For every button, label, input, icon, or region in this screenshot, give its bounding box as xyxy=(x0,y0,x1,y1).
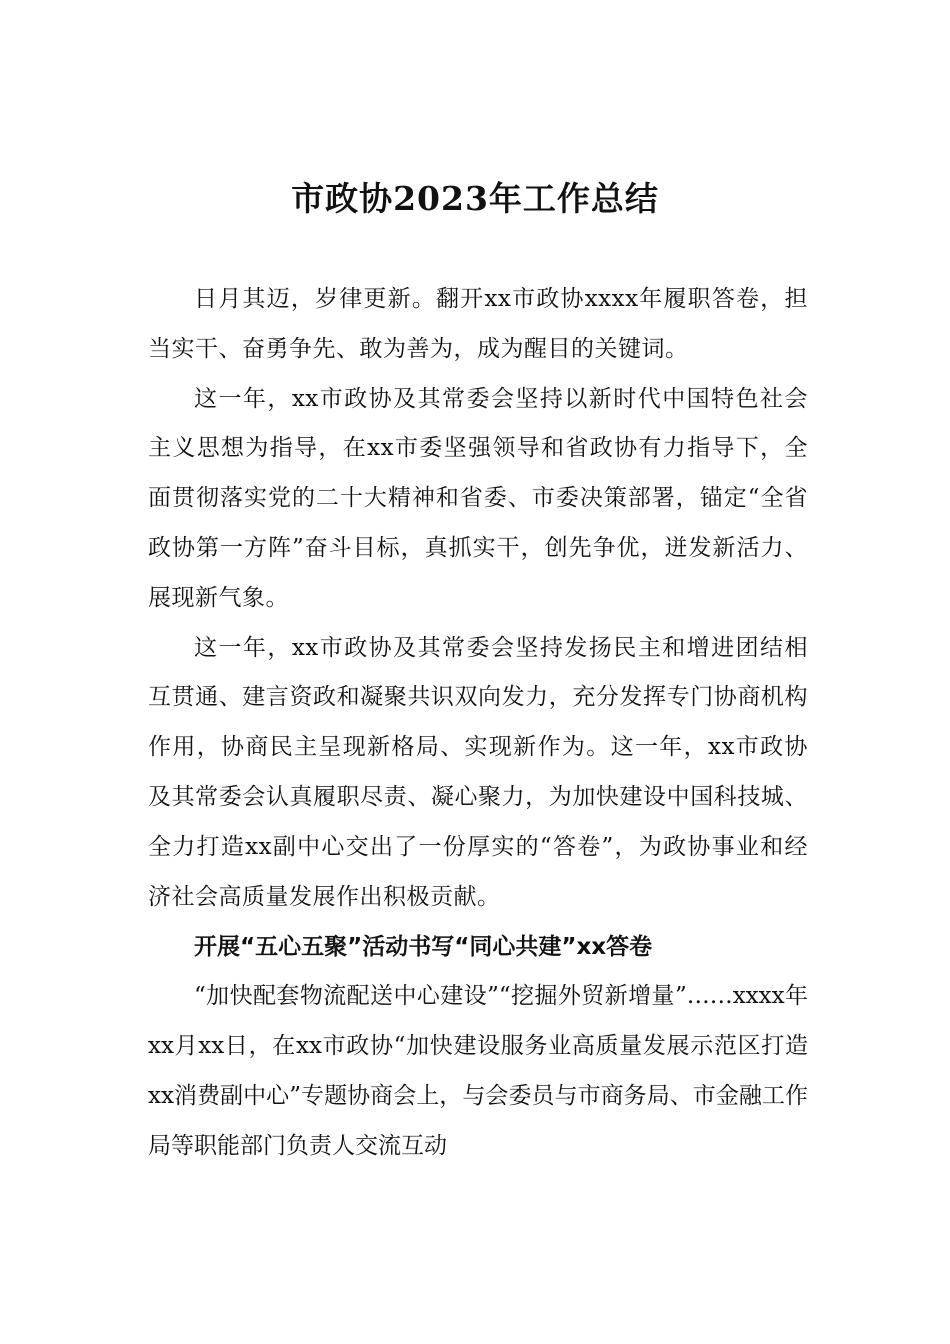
paragraph-guidance: 这一年，xx市政协及其常委会坚持以新时代中国特色社会主义思想为指导，在xx市委坚强领导和省政协有力指导下，全面贯彻落实党的二十大精神和省委、市委决策部署，锚定“全省政协第一方阵”奋斗目标，真抓实干，创先争优，迸发新活力、展现新气象。 xyxy=(148,385,808,611)
paragraph-intro: 日月其迈，岁律更新。翻开xx市政协xxxx年履职答卷，担当实干、奋勇争先、敢为善为，成为醒目的关键词。 xyxy=(148,286,808,362)
document-body xyxy=(148,275,808,1172)
paragraph-section-body: “加快配套物流配送中心建设”“挖掘外贸新增量”……xxxx年xx月xx日，在xx市政协“加快建设服务业高质量发展示范区打造xx消费副中心”专题协商会上，与会委员与市商务局、市金融工作局等职能部门负责人交流互动 xyxy=(148,983,808,1159)
paragraph-achievements: 这一年，xx市政协及其常委会坚持发扬民主和增进团结相互贯通、建言资政和凝聚共识双向发力，充分发挥专门协商机构作用，协商民主呈现新格局、实现新作为。这一年，xx市政协及其常委会认真履职尽责、凝心聚力，为加快建设中国科技城、全力打造xx副中心交出了一份厚实的“答卷”，为政协事业和经济社会高质量发展作出积极贡献。 xyxy=(148,634,808,910)
section-heading: 开展“五心五聚”活动书写“同心共建”xx答卷 xyxy=(194,934,653,961)
document-title: 市政协2023年工作总结 xyxy=(291,179,659,218)
